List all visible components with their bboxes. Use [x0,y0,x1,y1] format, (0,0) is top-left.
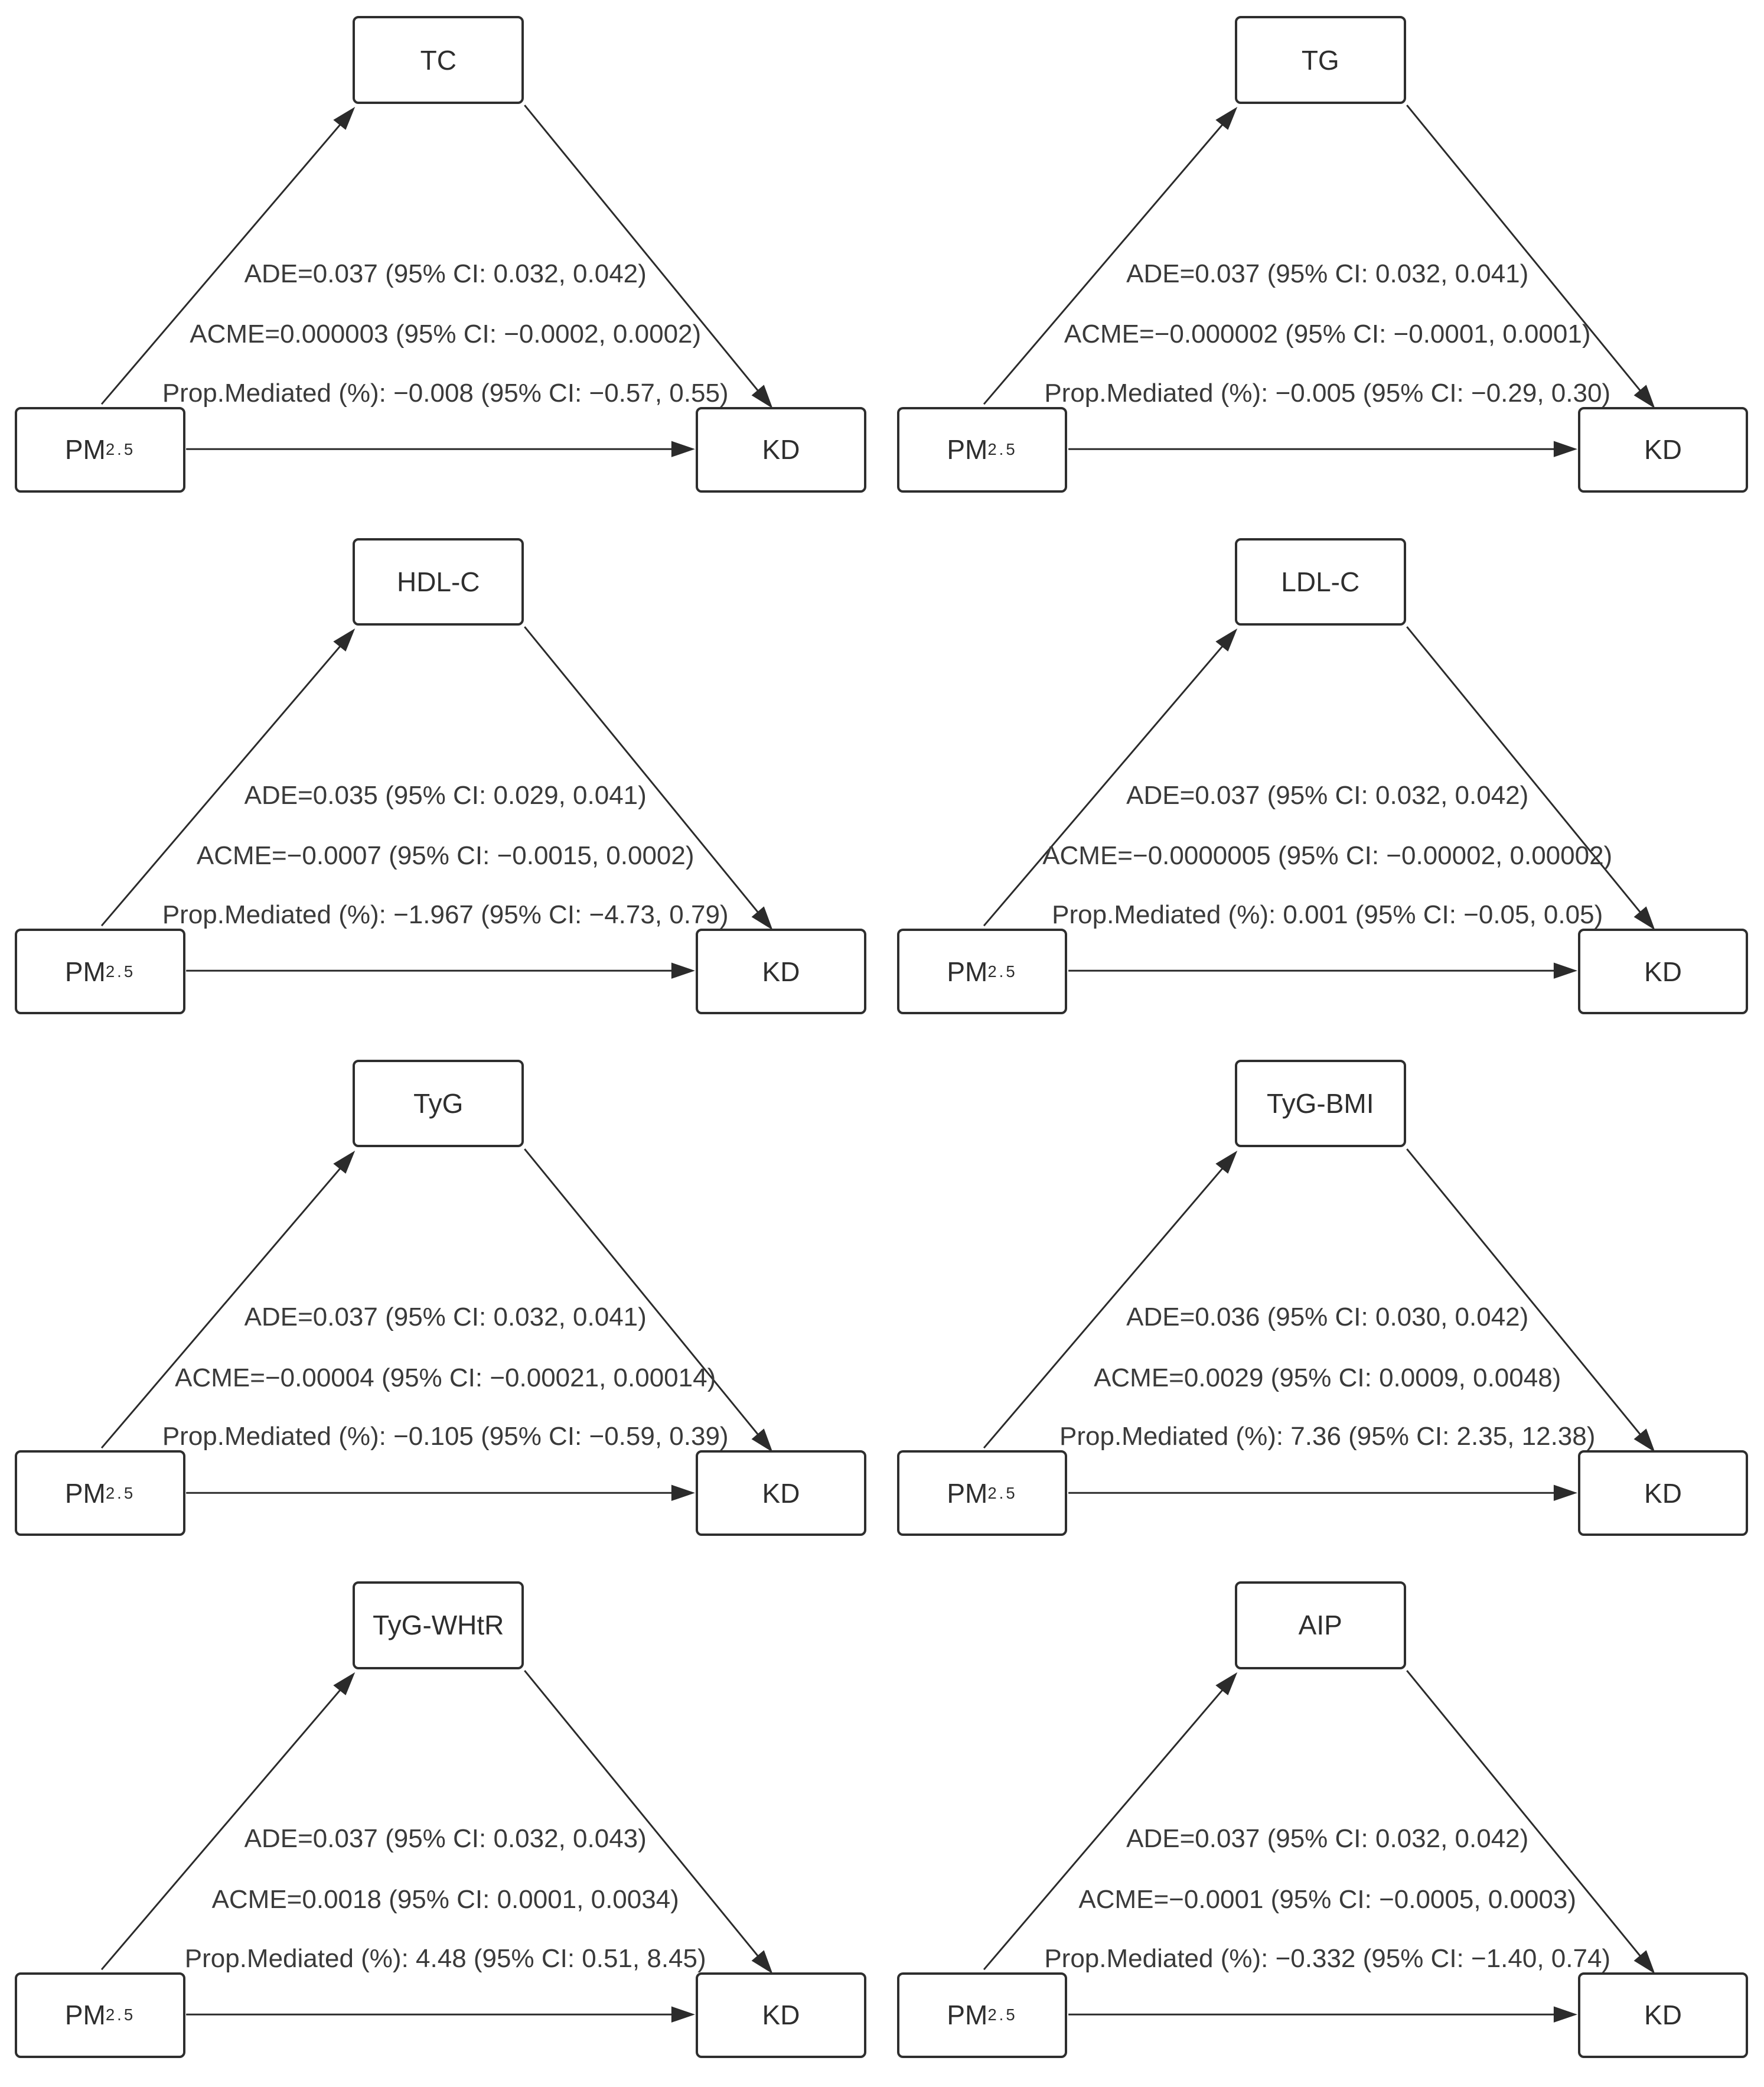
mediator-box [1235,16,1406,103]
mediator-label: TC [420,44,457,76]
ade-text: ADE=0.035 (95% CI: 0.029, 0.041) [244,780,647,810]
mediator-box [1235,1060,1406,1147]
prop-mediated-text: Prop.Mediated (%): 0.001 (95% CI: −0.05, 0.05) [1052,900,1603,930]
arrowhead-to-mediator [1216,1673,1237,1695]
acme-text: ACME=−0.00004 (95% CI: −0.00021, 0.00014) [175,1363,716,1392]
path-mediator-to-outcome [524,627,760,915]
exposure-box-pm25: PM 2.5 [15,929,185,1014]
ade-text: ADE=0.037 (95% CI: 0.032, 0.042) [1126,780,1529,810]
ade-text: ADE=0.037 (95% CI: 0.032, 0.042) [244,259,647,288]
outcome-box-kd [1578,407,1748,493]
arrowhead-direct [1554,1485,1576,1500]
acme-text: ACME=−0.000002 (95% CI: −0.0001, 0.0001) [1064,320,1591,349]
mediator-box [1235,538,1406,626]
arrowhead-to-mediator [334,1151,354,1173]
mediator-label: TyG-BMI [1267,1088,1374,1119]
arrowhead-direct [671,963,694,978]
acme-text: ACME=−0.0000005 (95% CI: −0.00002, 0.00002) [1042,841,1613,871]
outcome-label: KD [1644,434,1682,465]
arrowhead-to-mediator [334,1673,354,1695]
arrowhead-direct [671,441,694,457]
mediator-label: LDL-C [1281,566,1360,597]
arrowhead-direct [1554,441,1576,457]
outcome-box-kd [696,1972,866,2058]
exposure-label: PM [947,2000,988,2031]
outcome-label: KD [1644,1477,1682,1509]
path-mediator-to-outcome [524,1671,760,1959]
mediator-box [353,16,524,103]
mediator-label: HDL-C [396,566,480,597]
exposure-label: PM [947,956,988,987]
outcome-label: KD [762,434,800,465]
arrowhead-direct [1554,963,1576,978]
mediation-panel-tyg [0,1044,882,1565]
outcome-label: KD [1644,2000,1682,2031]
arrowhead-direct [671,1485,694,1500]
mediation-panel-tyg-bmi [882,1044,1764,1565]
outcome-box-kd [1578,929,1748,1014]
prop-mediated-text: Prop.Mediated (%): 4.48 (95% CI: 0.51, 8.45) [184,1943,706,1973]
outcome-label: KD [1644,956,1682,987]
arrowhead-direct [671,2007,694,2022]
arrowhead-to-mediator [1216,108,1237,129]
exposure-label: PM [947,1477,988,1509]
mediator-label: TyG-WHtR [373,1610,504,1641]
mediation-panel-hdl-c [0,522,882,1043]
outcome-label: KD [762,1477,800,1509]
acme-text: ACME=−0.0007 (95% CI: −0.0015, 0.0002) [196,841,694,871]
mediator-label: TyG [413,1088,464,1119]
ade-text: ADE=0.036 (95% CI: 0.030, 0.042) [1126,1303,1529,1332]
path-mediator-to-outcome [1407,627,1642,915]
mediator-box [353,1581,524,1669]
mediator-box [353,538,524,626]
arrowhead-to-mediator [1216,629,1237,651]
exposure-box-pm25: PM 2.5 [15,1972,185,2058]
mediator-box [353,1060,524,1147]
mediator-box [1235,1581,1406,1669]
prop-mediated-text: Prop.Mediated (%): −0.332 (95% CI: −1.40, 0.74) [1044,1943,1611,1973]
prop-mediated-text: Prop.Mediated (%): −0.005 (95% CI: −0.29, 0.30) [1044,378,1611,408]
exposure-box-pm25: PM 2.5 [897,407,1067,493]
exposure-label: PM [64,2000,106,2031]
exposure-box-pm25: PM 2.5 [15,1450,185,1536]
ade-text: ADE=0.037 (95% CI: 0.032, 0.042) [1126,1824,1529,1854]
path-mediator-to-outcome [1407,105,1642,393]
mediation-panel-tg [882,0,1764,522]
arrowhead-to-mediator [1216,1151,1237,1173]
exposure-label: PM [64,434,106,465]
outcome-label: KD [762,2000,800,2031]
outcome-box-kd [696,929,866,1014]
outcome-box-kd [696,1450,866,1536]
acme-text: ACME=−0.0001 (95% CI: −0.0005, 0.0003) [1078,1884,1577,1914]
mediator-label: AIP [1298,1610,1342,1641]
exposure-box-pm25: PM 2.5 [897,1450,1067,1536]
mediation-panel-aip [882,1565,1764,2087]
exposure-box-pm25: PM 2.5 [15,407,185,493]
arrowhead-to-mediator [334,108,354,129]
prop-mediated-text: Prop.Mediated (%): −0.105 (95% CI: −0.59, 0.39) [162,1422,729,1451]
mediation-panel-tyg-whtr [0,1565,882,2087]
path-mediator-to-outcome [524,105,760,393]
exposure-box-pm25: PM 2.5 [897,929,1067,1014]
path-mediator-to-outcome [524,1149,760,1437]
prop-mediated-text: Prop.Mediated (%): 7.36 (95% CI: 2.35, 12.38) [1059,1422,1596,1451]
path-mediator-to-outcome [1407,1149,1642,1437]
prop-mediated-text: Prop.Mediated (%): −1.967 (95% CI: −4.73, 0.79) [162,900,729,930]
arrowhead-to-mediator [334,629,354,651]
exposure-label: PM [64,1477,106,1509]
exposure-label: PM [64,956,106,987]
ade-text: ADE=0.037 (95% CI: 0.032, 0.041) [244,1303,647,1332]
mediator-label: TG [1301,44,1339,76]
mediation-panel-tc [0,0,882,522]
exposure-box-pm25: PM 2.5 [897,1972,1067,2058]
acme-text: ACME=0.000003 (95% CI: −0.0002, 0.0002) [190,320,702,349]
outcome-label: KD [762,956,800,987]
acme-text: ACME=0.0029 (95% CI: 0.0009, 0.0048) [1094,1363,1561,1392]
prop-mediated-text: Prop.Mediated (%): −0.008 (95% CI: −0.57, 0.55) [162,378,729,408]
outcome-box-kd [1578,1972,1748,2058]
ade-text: ADE=0.037 (95% CI: 0.032, 0.041) [1126,259,1529,288]
outcome-box-kd [1578,1450,1748,1536]
outcome-box-kd [696,407,866,493]
exposure-label: PM [947,434,988,465]
arrowhead-direct [1554,2007,1576,2022]
path-mediator-to-outcome [1407,1671,1642,1959]
ade-text: ADE=0.037 (95% CI: 0.032, 0.043) [244,1824,647,1854]
mediation-panel-ldl-c [882,522,1764,1043]
acme-text: ACME=0.0018 (95% CI: 0.0001, 0.0034) [211,1884,679,1914]
